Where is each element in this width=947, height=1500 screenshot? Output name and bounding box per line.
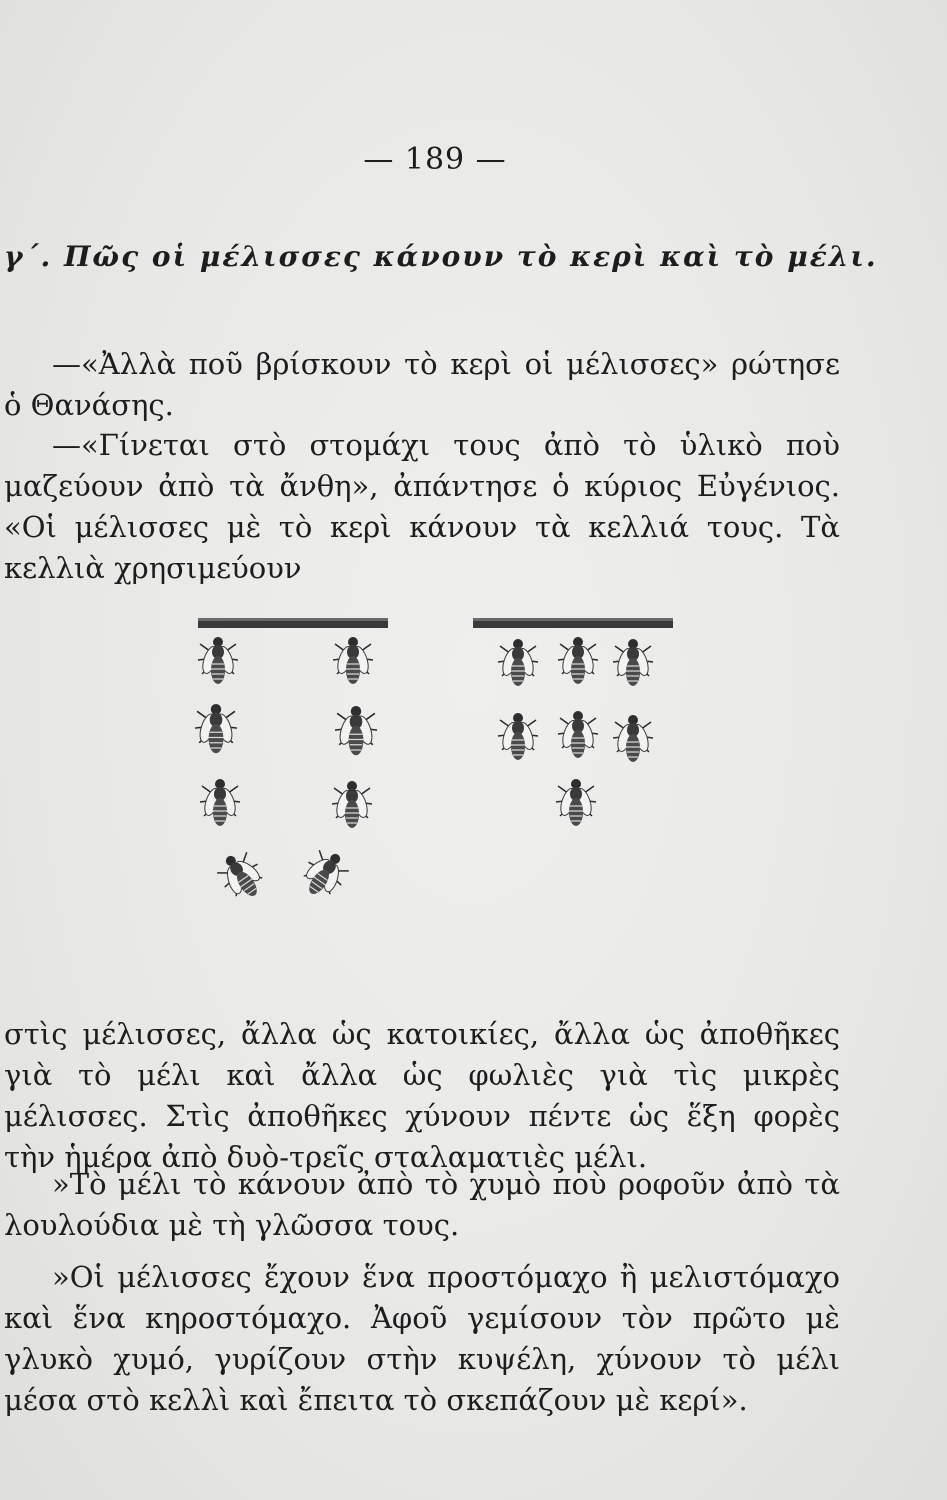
paragraph-2: —«Γίνεται στὸ στομάχι τους ἀπὸ τὸ ὑλικὸ ποὺ μαζεύουν ἀπὸ τὰ ἄνθη», ἀπάντησε ὁ κύριος Εὐγένιος. «Οἱ μέλισσες μὲ τὸ κερὶ κάνουν τὰ κελλιά τους. Τὰ κελλιὰ χρησιμεύουν [4,428,840,585]
paragraph-5: »Οἱ μέλισσες ἔχουν ἕνα προστόμαχο ἢ μελιστόμαχο καὶ ἕνα κηροστόμαχο. Ἀφοῦ γεμίσουν τὸν πρῶτο μὲ γλυκὸ χυμό, γυρίζουν στὴν κυψέλη, χύνουν τὸ μέλι μέσα στὸ κελλὶ καὶ ἔπειτα τὸ σκεπάζουν μὲ κερί». [4,1260,840,1417]
section-heading: γ΄. Πῶς οἱ μέλισσες κάνουν τὸ κερὶ καὶ τὸ μέλι. [4,240,878,273]
page-number: — 189 — [363,142,507,177]
paragraph-4: »Τὸ μέλι τὸ κάνουν ἀπὸ τὸ χυμὸ ποὺ ροφοῦν ἀπὸ τὰ λουλούδια μὲ τὴ γλῶσσα τους. [4,1167,840,1242]
paragraph-3: στὶς μέλισσες, ἄλλα ὡς κατοικίες, ἄλλα ὡς ἀποθῆκες γιὰ τὸ μέλι καὶ ἄλλα ὡς φωλιὲς γιὰ τὶς μικρὲς μέλισσες. Στὶς ἀποθῆκες χύνουν πέντε ὡς ἕξη φορὲς τὴν ἡμέρα ἀπὸ δυὸ-τρεῖς σταλαματιὲς μέλι. [4,1017,840,1174]
bee-chains-engraving-icon [168,614,698,944]
paragraph-1: —«Ἀλλὰ ποῦ βρίσκουν τὸ κερὶ οἱ μέλισσες» ρώτησε ὁ Θανάσης. [4,347,840,422]
